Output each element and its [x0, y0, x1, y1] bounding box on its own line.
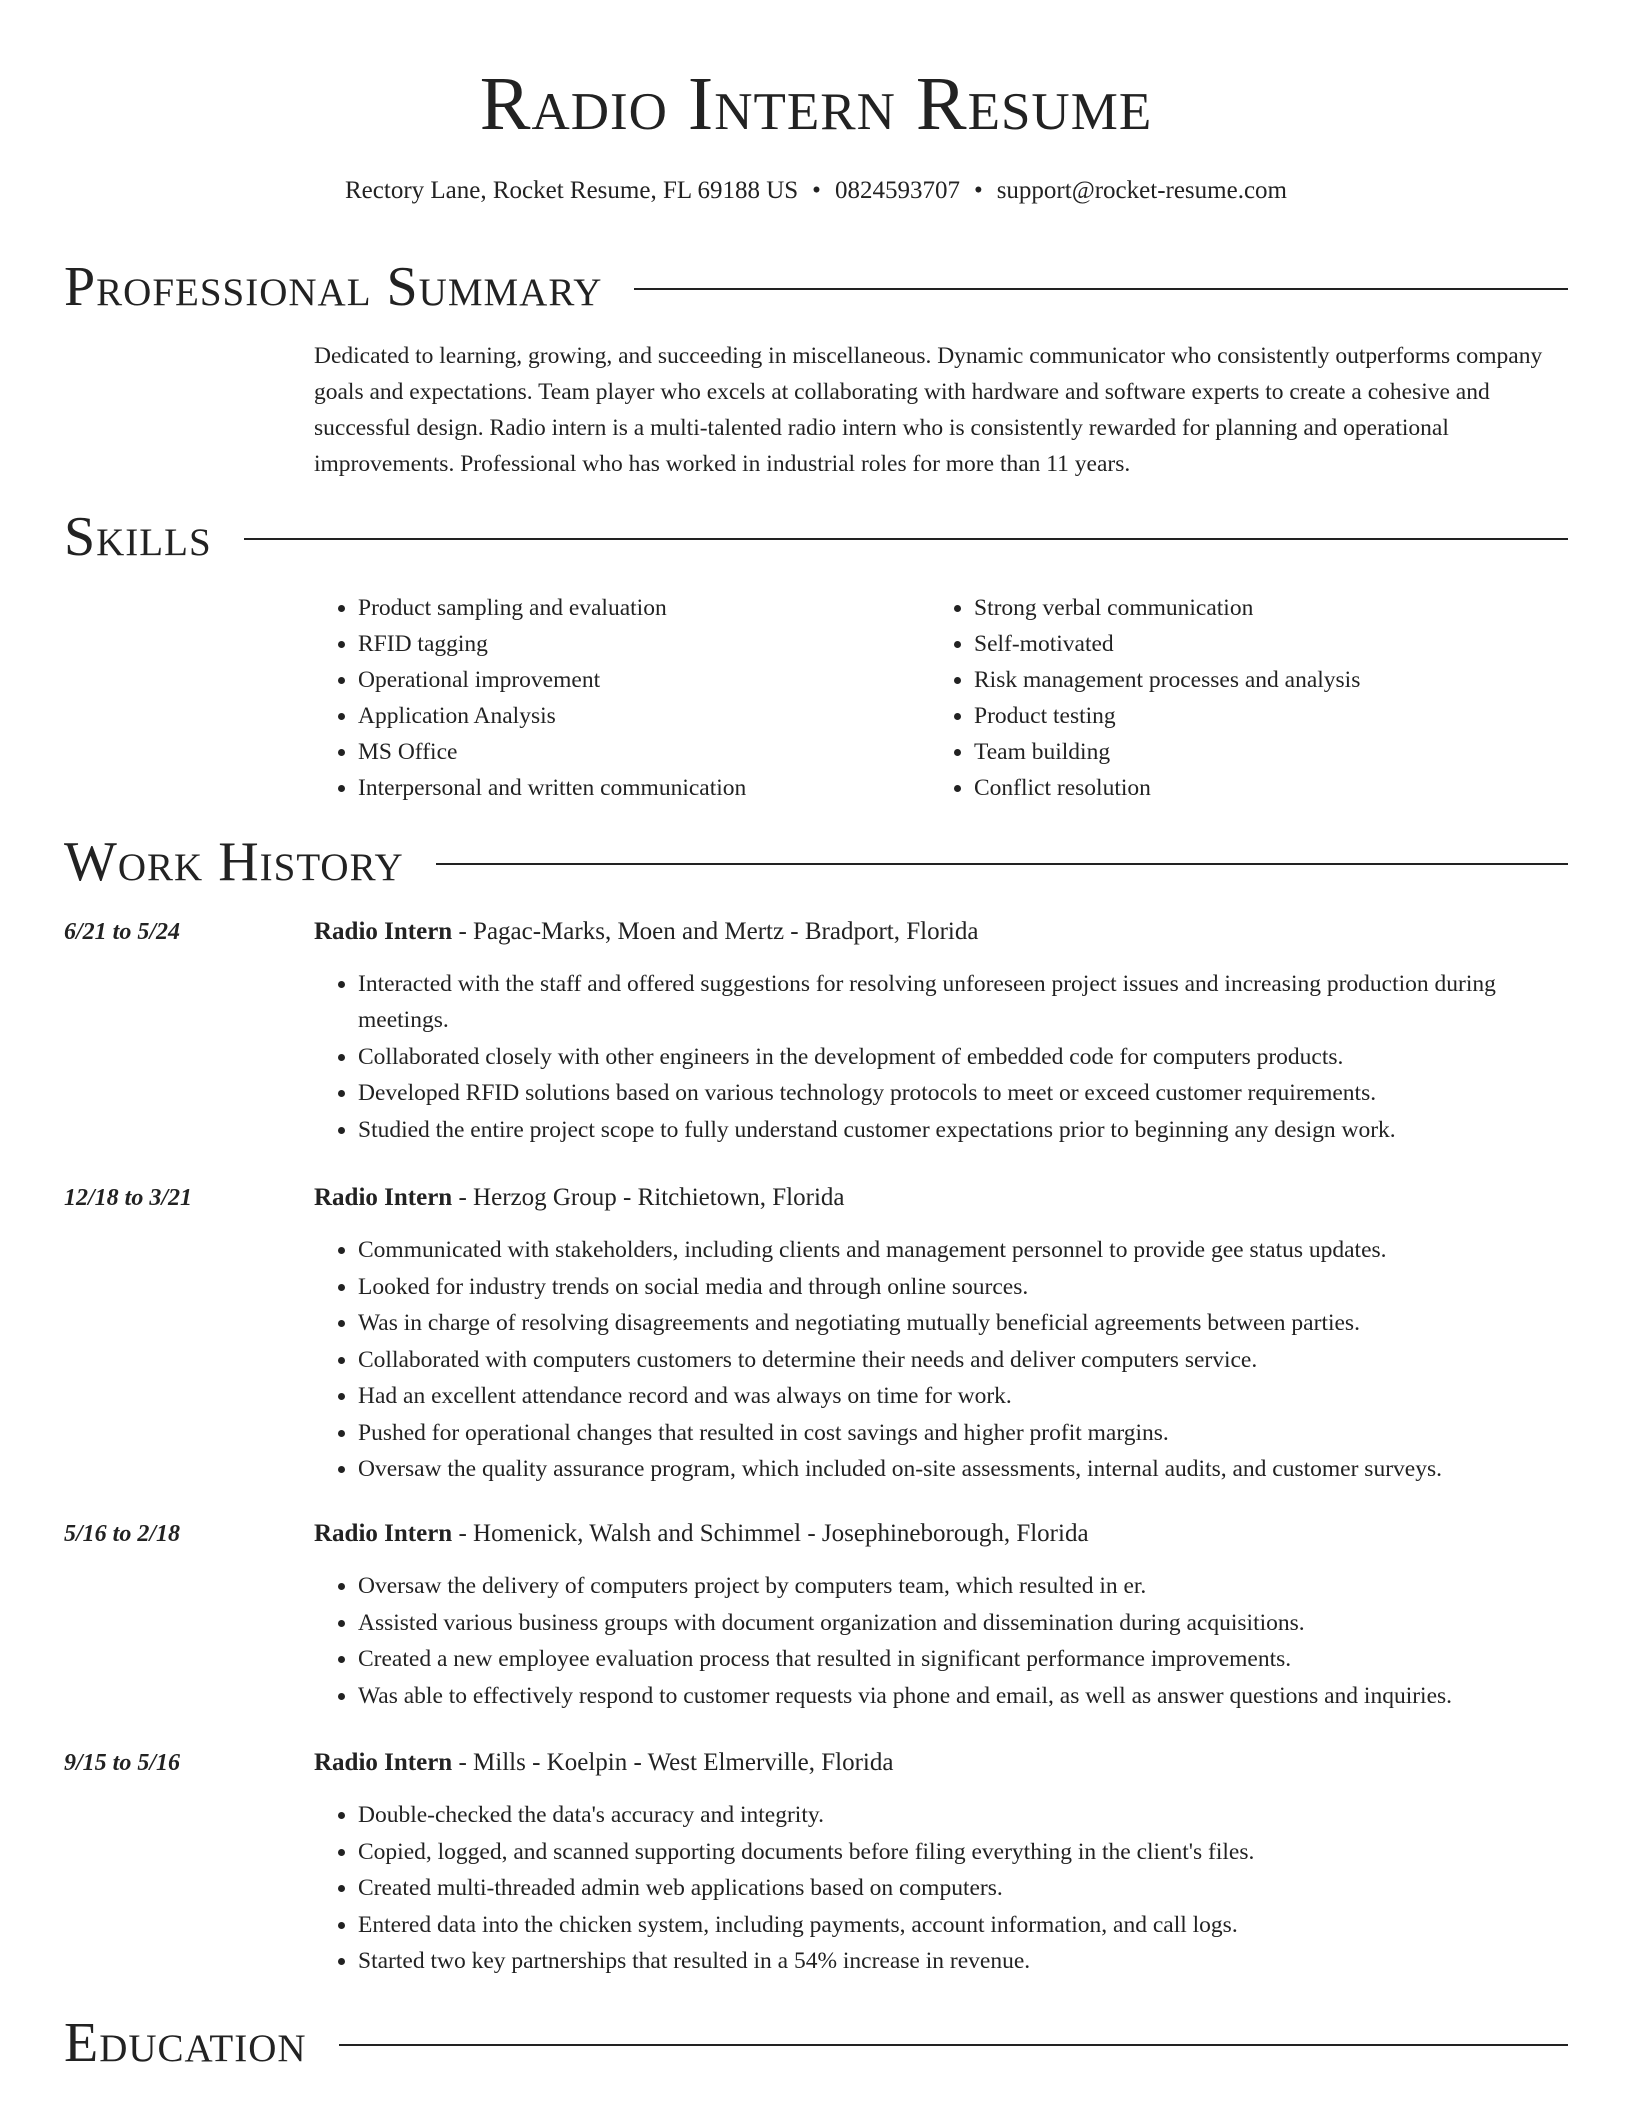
- job-duty-item: • Studied the entire project scope to fully understand customer expectations prior to beginning any design work.: [358, 1112, 1568, 1148]
- job-employer-location: - Herzog Group - Ritchietown, Florida: [452, 1184, 845, 1211]
- job-duty-item: • Created multi-threaded admin web applications based on computers.: [358, 1870, 1568, 1906]
- job-duty-item: • Assisted various business groups with document organization and dissemination during acquisitions.: [358, 1605, 1568, 1641]
- job-duty-item: • Collaborated with computers customers to determine their needs and deliver computers service.: [358, 1342, 1568, 1378]
- contact-email: support@rocket-resume.com: [996, 177, 1287, 204]
- job-duty-item: • Pushed for operational changes that resulted in cost savings and higher profit margins.: [358, 1415, 1568, 1451]
- skill-item: • Strong verbal communication: [974, 590, 1546, 626]
- job-duty-item: • Started two key partnerships that resulted in a 54% increase in revenue.: [358, 1943, 1568, 1979]
- summary-text: Dedicated to learning, growing, and succeeding in miscellaneous. Dynamic communicator who consistently outperforms company goals and expectations. Team player who excels at collaborating with hardware and software experts to create a cohesive and successful design. Radio intern is a multi-talented radio intern who is consistently rewarded for planning and operational improvements. Professional who has worked in industrial roles for more than 11 years.: [314, 343, 1543, 477]
- job-duty-item: • Created a new employee evaluation process that resulted in significant performance improvements.: [358, 1641, 1568, 1677]
- job-title: Radio Intern: [314, 1520, 453, 1547]
- skill-item: • Risk management processes and analysis: [974, 662, 1546, 698]
- contact-separator: •: [973, 177, 983, 204]
- skill-item: • Product sampling and evaluation: [358, 590, 930, 626]
- summary-section-header: [64, 252, 1568, 322]
- job-duties-list: [314, 966, 1568, 1148]
- job-duty-item: • Looked for industry trends on social media and through online sources.: [358, 1269, 1568, 1305]
- job-duty-item: • Entered data into the chicken system, including payments, account information, and call logs.: [358, 1907, 1568, 1943]
- job-duty-item: • Oversaw the quality assurance program, which included on-site assessments, internal audits, and customer surveys.: [358, 1451, 1568, 1487]
- resume-title: Radio Intern Resume: [479, 62, 1153, 146]
- section-divider: [436, 863, 1568, 865]
- skills-list: [314, 590, 1568, 806]
- skill-item: • Team building: [974, 734, 1546, 770]
- job-duty-item: • Communicated with stakeholders, including clients and management personnel to provide gee status updates.: [358, 1232, 1568, 1268]
- job-duty-item: • Was in charge of resolving disagreements and negotiating mutually beneficial agreements between parties.: [358, 1305, 1568, 1341]
- job-duties-list: [314, 1797, 1568, 1980]
- job-title: Radio Intern: [314, 918, 453, 945]
- work-heading: Work History: [64, 831, 404, 893]
- job-heading: [314, 1516, 1568, 1552]
- skill-item: • Self-motivated: [974, 626, 1546, 662]
- skill-item: • Operational improvement: [358, 662, 930, 698]
- job-duty-item: • Oversaw the delivery of computers project by computers team, which resulted in er.: [358, 1568, 1568, 1604]
- work-section-header: [64, 827, 1568, 897]
- job-dates: 9/15 to 5/16: [64, 1750, 181, 1776]
- job-duty-item: • Double-checked the data's accuracy and integrity.: [358, 1797, 1568, 1833]
- education-heading: Education: [64, 2012, 307, 2074]
- skill-item: • Product testing: [974, 698, 1546, 734]
- job-duties-list: [314, 1568, 1568, 1714]
- job-employer-location: - Pagac-Marks, Moen and Mertz - Bradport, Florida: [452, 918, 979, 945]
- skills-column-right: [930, 590, 1546, 806]
- job-employer-location: - Homenick, Walsh and Schimmel - Josephineborough, Florida: [452, 1520, 1089, 1547]
- section-divider: [634, 288, 1568, 290]
- skill-item: • Application Analysis: [358, 698, 930, 734]
- job-title: Radio Intern: [314, 1184, 453, 1211]
- contact-separator: •: [812, 177, 821, 204]
- job-title: Radio Intern: [314, 1749, 453, 1776]
- skill-item: • Conflict resolution: [974, 770, 1546, 806]
- section-divider: [339, 2044, 1568, 2046]
- job-heading: [314, 914, 1568, 950]
- skills-column-left: [314, 590, 930, 806]
- contact-line: [0, 174, 1632, 208]
- job-employer-location: - Mills - Koelpin - West Elmerville, Florida: [452, 1749, 894, 1776]
- skill-item: • Interpersonal and written communication: [358, 770, 930, 806]
- job-duty-item: • Copied, logged, and scanned supporting documents before filing everything in the client's files.: [358, 1834, 1568, 1870]
- job-duties-list: [314, 1232, 1568, 1488]
- job-duty-item: • Interacted with the staff and offered suggestions for resolving unforeseen project issues and increasing production during meetings.: [358, 966, 1568, 1038]
- job-heading: [314, 1745, 1568, 1781]
- summary-heading: Professional Summary: [64, 256, 603, 318]
- skills-section-header: [64, 502, 1568, 572]
- section-divider: [244, 538, 1568, 540]
- job-dates: 5/16 to 2/18: [64, 1521, 181, 1547]
- contact-phone: 0824593707: [834, 177, 960, 204]
- contact-address: Rectory Lane, Rocket Resume, FL 69188 US: [345, 177, 799, 204]
- job-duty-item: • Had an excellent attendance record and was always on time for work.: [358, 1378, 1568, 1414]
- job-duty-item: • Was able to effectively respond to customer requests via phone and email, as well as answer questions and inquiries.: [358, 1678, 1568, 1714]
- skill-item: • RFID tagging: [358, 626, 930, 662]
- job-heading: [314, 1180, 1568, 1216]
- job-duty-item: • Collaborated closely with other engineers in the development of embedded code for computers products.: [358, 1039, 1568, 1075]
- skills-heading: Skills: [64, 506, 212, 568]
- job-duty-item: • Developed RFID solutions based on various technology protocols to meet or exceed customer requirements.: [358, 1075, 1568, 1111]
- skill-item: • MS Office: [358, 734, 930, 770]
- education-section-header: [64, 2008, 1568, 2078]
- job-dates: 6/21 to 5/24: [64, 919, 181, 945]
- job-dates: 12/18 to 3/21: [64, 1185, 193, 1211]
